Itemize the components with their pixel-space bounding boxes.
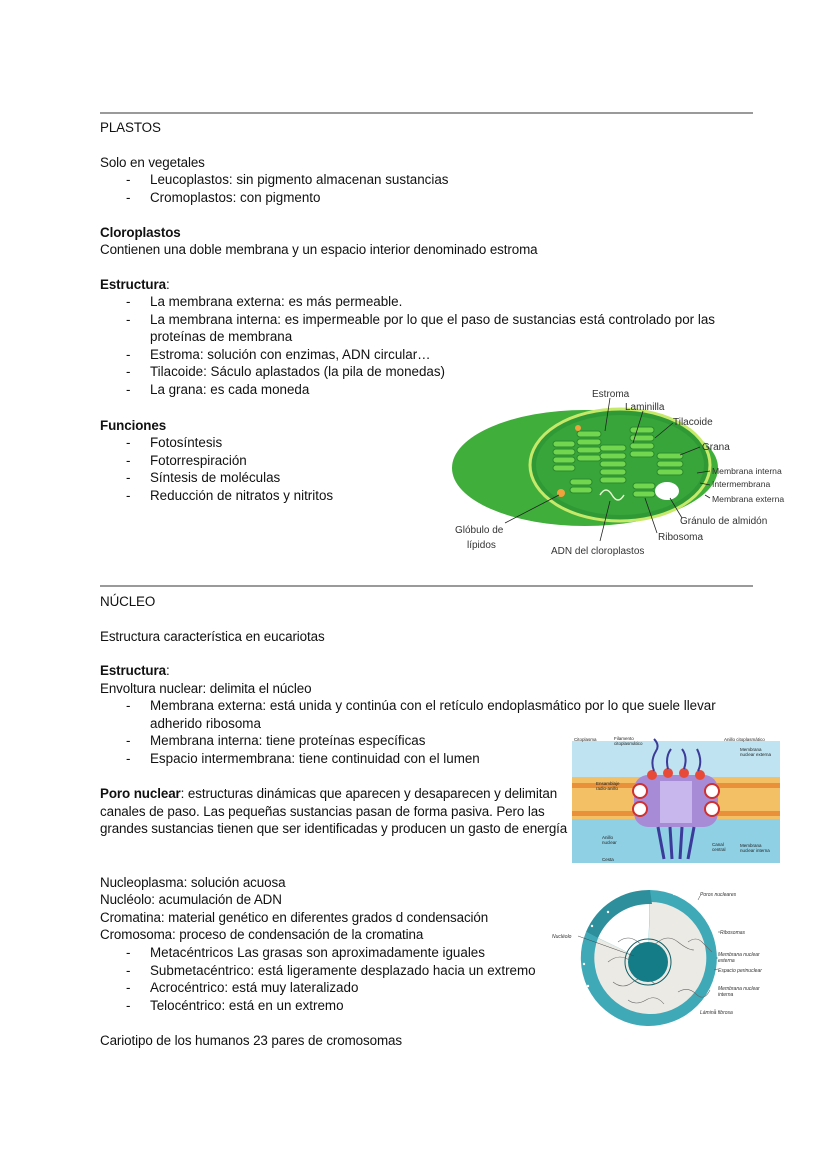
nucleus-label-lamina: Lámina fibrosa [700,1010,733,1016]
list-item: - Fotorrespiración [100,452,333,470]
pore-label-filamento-1: Filamento [614,736,634,741]
estructura-title: Estructura [100,277,166,292]
nucleo-estructura-title: Estructura [100,663,166,678]
poro-text: : estructuras dinámicas que aparecen y desaparecen y delimitan [180,786,558,801]
cromosoma-text: Cromosoma: proceso de condensación de la cromatina [100,927,424,942]
pore-label-canal-2: central [712,847,726,852]
section-heading-nucleo: NÚCLEO [100,594,156,609]
nucleus-label-ribosomas: Ribosomas [720,930,746,936]
list-item: - Tilacoide: Sáculo aplastados (la pila de monedas) [100,363,760,381]
pore-label-memb-int-1: Membrana [740,843,762,848]
list-item: - Leucoplastos: sin pigmento almacenan sustancias [100,171,449,189]
nucleus-label-espacio: Espacio perinuclear [718,968,762,974]
funciones-title: Funciones [100,418,167,433]
pore-label-memb-int-2: nuclear interna [740,848,770,853]
starch-granule [655,482,679,500]
section-divider [100,585,753,587]
nucleus-diagram [548,882,774,1034]
list-item: - La grana: es cada moneda [100,381,760,399]
pore-label-memb-ext-2: nuclear externa [740,752,772,757]
list-item: - La membrana interna: es impermeable por lo que el paso de sustancias está controlado por las proteínas de membrana [100,311,760,346]
plastos-intro: Solo en vegetales [100,155,205,170]
nucleo-estructura-heading: Estructura: [100,663,170,678]
label-grana: Grana [702,442,730,453]
nucleolus [628,942,668,982]
nucleolo-text: Nucléolo: acumulación de ADN [100,892,282,907]
poro-line-2: canales de paso. Las pequeñas sustancias pasan de forma pasiva. Pero las [100,804,545,819]
section-heading-plastos: PLASTOS [100,120,161,135]
poro-line-3: grandes sustancias tienen que ser identificadas y producen un gasto de energía [100,821,568,836]
list-item: - Membrana interna: tiene proteínas específicas [100,732,760,750]
list-item: - Síntesis de moléculas [100,469,333,487]
envoltura-text: Envoltura nuclear: delimita el núcleo [100,681,312,696]
label-membrana-interna: Membrana interna [712,466,782,476]
cromatina-text: Cromatina: material genético en diferentes grados d condensación [100,910,489,925]
list-item: - Metacéntricos Las grasas son aproximadamente iguales [100,944,536,962]
label-adn: ADN del cloroplastos [551,546,645,557]
nucleo-intro: Estructura característica en eucariotas [100,629,325,644]
plastos-intro-list [100,171,449,206]
cloroplastos-title: Cloroplastos [100,225,181,240]
chloroplast-diagram [445,383,800,563]
pore-label-canal-1: Canal [712,842,724,847]
nucleus-label-mne-2: externa [718,958,735,964]
label-globulo-1: Glóbulo de [455,525,504,536]
lipid-globule [575,425,581,431]
poro-title: Poro nuclear [100,786,181,801]
pore-label-citoplasma: Citoplasma [574,737,597,742]
section-divider [100,112,753,114]
pore-label-cesta: Cesta [602,857,614,862]
poro-line-1 [100,785,557,803]
list-item: - Fotosíntesis [100,434,333,452]
list-item: - Cromoplastos: con pigmento [100,189,449,207]
list-item: - Espacio intermembrana: tiene continuidad con el lumen [100,750,760,768]
label-estroma: Estroma [592,389,630,400]
label-laminilla: Laminilla [625,402,665,413]
list-item: - Membrana externa: está unida y continúa con el retículo endoplasmático por lo que suele llevar adherido ribosoma [100,697,760,732]
list-item: - Submetacéntrico: está ligeramente desplazado hacia un extremo [100,962,536,980]
pore-label-memb-ext-1: Membrana [740,747,762,752]
nuclear-pore-diagram [572,735,780,863]
label-granulo-almidon: Gránulo de almidón [680,516,768,527]
label-tilacoide: Tilacoide [673,417,713,428]
cromosoma-list [100,944,536,1014]
pore-label-ensamblaje-2: radio-anillo [596,786,619,791]
label-globulo-2: lípidos [467,540,496,551]
cariotipo-text: Cariotipo de los humanos 23 pares de cromosomas [100,1033,402,1048]
list-item: - La membrana externa: es más permeable. [100,293,760,311]
cloroplastos-text: Contienen una doble membrana y un espacio interior denominado estroma [100,242,538,257]
list-item: - Reducción de nitratos y nitritos [100,487,333,505]
estructura-heading: Estructura: [100,277,170,292]
pore-label-anillo-cit: Anillo citoplasmático [724,737,765,742]
nucleus-label-nucleolo: Nucléolo [552,934,572,940]
label-ribosoma: Ribosoma [658,532,704,543]
label-intermembrana: Intermembrana [712,479,771,489]
list-item: - Telocéntrico: está en un extremo [100,997,536,1015]
nucleus-label-poros: Poros nucleares [700,892,737,898]
pore-label-anillo-nuc-2: nuclear [602,840,617,845]
nucleus-label-mni-2: interna [718,992,734,998]
pore-label-filamento-2: citoplasmático [614,741,643,746]
nucleus-label-mne-1: Membrana nuclear [718,952,760,958]
pore-label-ensamblaje-1: Ensamblaje [596,781,620,786]
list-item: - Acrocéntrico: está muy lateralizado [100,979,536,997]
label-membrana-externa: Membrana externa [712,494,785,504]
funciones-list [100,434,333,504]
pore-label-anillo-nuc-1: Anillo [602,835,614,840]
list-item: - Estroma: solución con enzimas, ADN circular… [100,346,760,364]
nucleus-label-mni-1: Membrana nuclear [718,986,760,992]
nucleoplasma-text: Nucleoplasma: solución acuosa [100,875,286,890]
